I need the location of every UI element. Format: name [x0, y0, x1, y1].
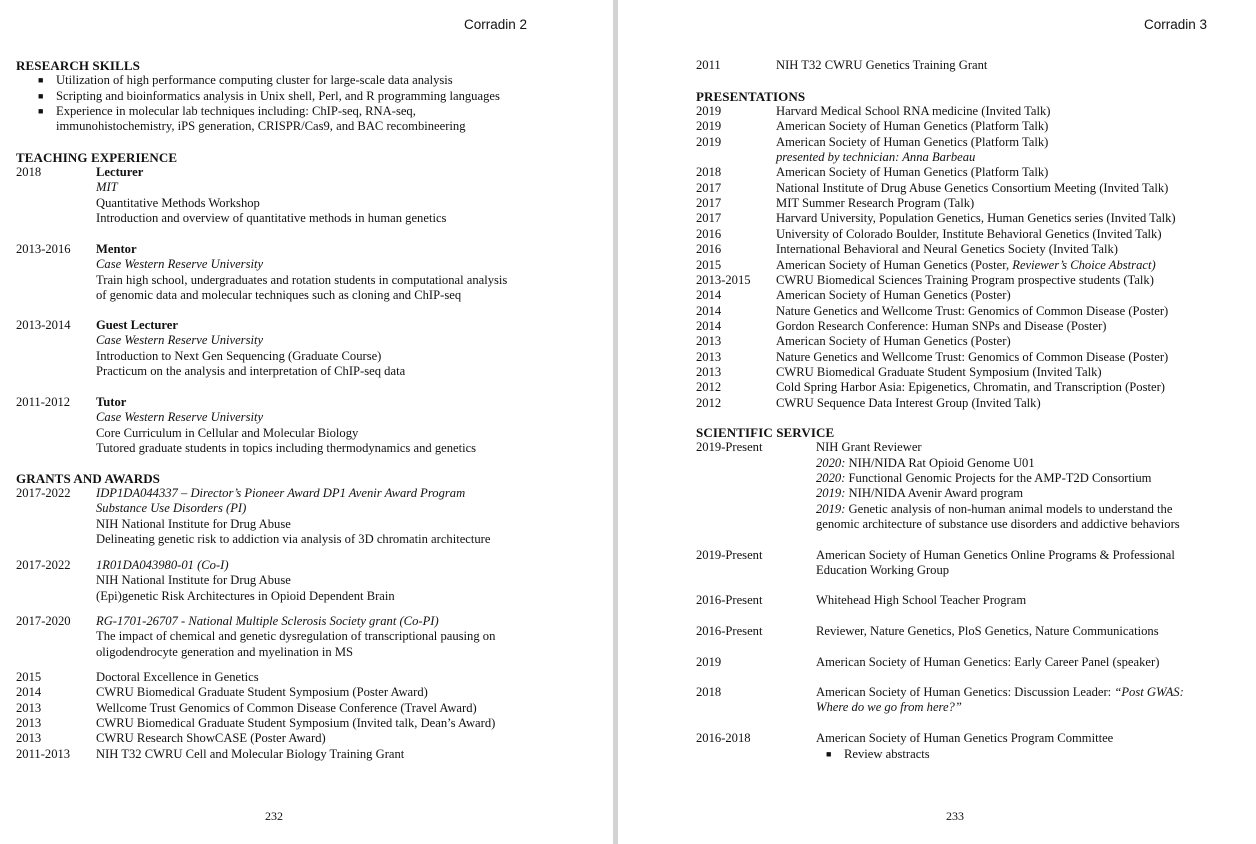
page-number-right: 233 — [946, 809, 964, 823]
entry-title: Lecturer — [96, 165, 144, 179]
presentation-title: Nature Genetics and Wellcome Trust: Genomics of Common Disease (Poster) — [776, 303, 1169, 318]
skill-item: ■ Scripting and bioinformatics analysis in Unix shell, Perl, and R programming languages — [38, 89, 500, 103]
entry-place: Case Western Reserve University — [96, 333, 264, 348]
entry-year: 2013-2016 — [16, 242, 71, 256]
presentation-title: Nature Genetics and Wellcome Trust: Genomics of Common Disease (Poster) — [776, 349, 1169, 364]
presentation-year: 2013 — [696, 349, 722, 364]
entry-line: Practicum on the analysis and interpretation of ChIP-seq data — [96, 363, 406, 378]
presentation-year: 2014 — [696, 288, 722, 303]
presentation-title: Harvard Medical School RNA medicine (Invited Talk) — [776, 104, 1051, 118]
presentation-year: 2019 — [696, 119, 722, 134]
entry-year: 2013-2014 — [16, 318, 71, 332]
entry-title: NIH Grant Reviewer — [816, 440, 922, 454]
presentation-title: American Society of Human Genetics (Poster) — [776, 288, 1011, 303]
presentation-year: 2017 — [696, 180, 722, 195]
presentation-title: National Institute of Drug Abuse Genetics Consortium Meeting (Invited Talk) — [776, 180, 1169, 195]
presentation-title: American Society of Human Genetics (Platform Talk) — [776, 119, 1049, 134]
presentation-year: 2019 — [696, 104, 722, 118]
entry-line: NIH National Institute for Drug Abuse — [96, 516, 291, 531]
presentation-year: 2014 — [696, 303, 722, 318]
entry-line: Quantitative Methods Workshop — [96, 195, 260, 210]
service-heading: SCIENTIFIC SERVICE — [696, 425, 835, 440]
presentation-year: 2012 — [696, 395, 722, 410]
presentation-title: MIT Summer Research Program (Talk) — [776, 196, 975, 211]
entry-line: Introduction to Next Gen Sequencing (Graduate Course) — [96, 348, 382, 363]
entry-year: 2011-2012 — [16, 395, 71, 409]
presentation-year: 2013 — [696, 334, 722, 349]
entry-title: Mentor — [96, 242, 137, 256]
presentation-title: presented by technician: Anna Barbeau — [776, 150, 976, 165]
bullet-icon: ■ — [38, 75, 44, 85]
entry-title: Tutor — [96, 395, 127, 409]
entry-year: 2017-2022 — [16, 558, 71, 572]
entry-year: 2018 — [16, 165, 42, 179]
presentation-title: University of Colorado Boulder, Institute Behavioral Genetics (Invited Talk) — [776, 226, 1162, 241]
entry-place: Case Western Reserve University — [96, 257, 264, 272]
entry-line: of genomic data and molecular techniques such as cloning and ChIP-seq — [96, 287, 462, 302]
presentation-year: 2012 — [696, 380, 722, 395]
entry-place: MIT — [96, 180, 118, 195]
presentation-year: 2017 — [696, 196, 722, 211]
left-page: Corradin 2 RESEARCH SKILLS ■ Utilization of high performance computing cluster for large-scale data analysis ■ Scripting and bioinformatics analysis in Unix shell, Perl, and R programming languages ■ Experience in molecular lab techniques including: ChIP-seq, RNA-seq, immunohistochemistry, iPS generation, CRISPR/Cas9, and BAC recombineering TEACHING EXPERIENCE 2018 Lecturer MIT Quantitative Methods Workshop Introduction and overview of quantitative methods in human genetics 2013-2016 Mentor Case Western Reserve University Train high school, undergraduates and rotation students in computational analysis of genomic data and molecular techniques such as cloning and ChIP-seq 2013-2014 Guest Lecturer Case Western Reserve University Introduction to Next Gen Sequencing (Graduate Course) Practicum on the analysis and interpretation of ChIP-seq data 2011-2012 Tutor Case Western Reserve University Core Curriculum in Cellular and Molecular Biology Tutored graduate students in topics including thermodynamics and genetics GRANTS AND AWARDS 2017-2022 IDP1DA044337 – Director’s Pioneer Award DP1 Avenir Award Program Substance Use Disorders (PI) NIH National Institute for Drug Abuse Delineating genetic risk to addiction via analysis of 3D chromatin architecture 2017-2022 1R01DA043980-01 (Co-I) NIH National Institute for Drug Abuse (Epi)genetic Risk Architectures in Opioid Dependent Brain 2017-2020 RG-1701-26707 - National Multiple Sclerosis Society grant (Co-PI) The impact of chemical and genetic dysregulation of transcriptional pausing on oligodendrocyte generation and myelination in MS 2015 Doctoral Excellence in Genetics 2014 CWRU Biomedical Graduate Student Symposium (Poster Award) 2013 Wellcome Trust Genomics of Common Disease Conference (Travel Award) 2013 CWRU Biomedical Graduate Student Symposium (Invited talk, Dean’s Award) 2013 CWRU Research ShowCASE (Poster Award) 2011-2013 NIH T32 CWRU Cell and Molecular Biology Training Grant 232 — [0, 0, 613, 844]
presentation-year: 2017 — [696, 211, 722, 226]
entry-line: Train high school, undergraduates and rotation students in computational analysis — [96, 272, 508, 287]
entry-line: Core Curriculum in Cellular and Molecular Biology — [96, 425, 359, 440]
grants-heading: GRANTS AND AWARDS — [16, 471, 161, 486]
reviewer-item: 2019: Genetic analysis of non-human animal models to understand the — [816, 502, 1173, 516]
entry-year: 2019-Present — [696, 440, 763, 454]
presentation-title: American Society of Human Genetics (Platform Talk) — [776, 165, 1049, 180]
skill-item: ■ Experience in molecular lab techniques including: ChIP-seq, RNA-seq, — [38, 104, 416, 118]
entry-place: Case Western Reserve University — [96, 410, 264, 425]
skill-item: ■ Utilization of high performance computing cluster for large-scale data analysis — [38, 73, 453, 87]
reviewer-item: 2019: NIH/NIDA Avenir Award program — [816, 486, 1024, 500]
presentation-title: American Society of Human Genetics (Poster) — [776, 334, 1011, 349]
grant-id: 1R01DA043980-01 (Co-I) — [96, 558, 229, 572]
presentation-year: 2016 — [696, 242, 722, 257]
presentation-title: CWRU Biomedical Graduate Student Symposium (Invited Talk) — [776, 364, 1102, 379]
page-header-right: Corradin 3 — [1144, 17, 1208, 32]
bullet-icon: ■ — [826, 749, 832, 759]
entry-line: Tutored graduate students in topics including thermodynamics and genetics — [96, 440, 477, 455]
entry-line: Delineating genetic risk to addiction via analysis of 3D chromatin architecture — [96, 531, 491, 546]
presentation-title: Cold Spring Harbor Asia: Epigenetics, Chromatin, and Transcription (Poster) — [776, 380, 1165, 395]
presentation-title: International Behavioral and Neural Genetics Society (Invited Talk) — [776, 242, 1118, 257]
presentation-title: American Society of Human Genetics (Poster, Reviewer’s Choice Abstract) — [776, 257, 1156, 272]
reviewer-item-continuation: genomic architecture of substance use disorders and addictive behaviors — [816, 517, 1180, 531]
page-header-left: Corradin 2 — [464, 17, 528, 32]
entry-line: The impact of chemical and genetic dysregulation of transcriptional pausing on — [96, 629, 496, 644]
research-skills-heading: RESEARCH SKILLS — [16, 58, 140, 73]
entry-year: 2017-2020 — [16, 614, 71, 628]
grant-id: IDP1DA044337 – Director’s Pioneer Award DP1 Avenir Award Program — [96, 486, 466, 500]
presentation-year: 2015 — [696, 257, 722, 272]
teaching-heading: TEACHING EXPERIENCE — [16, 150, 178, 165]
grant-id: RG-1701-26707 - National Multiple Sclerosis Society grant (Co-PI) — [96, 614, 439, 628]
reviewer-item: 2020: NIH/NIDA Rat Opioid Genome U01 — [816, 456, 1035, 470]
presentation-title: CWRU Biomedical Sciences Training Program prospective students (Talk) — [776, 272, 1154, 287]
entry-line: Introduction and overview of quantitative methods in human genetics — [96, 210, 447, 225]
entry-line: NIH National Institute for Drug Abuse — [96, 573, 291, 588]
grant-id: Substance Use Disorders (PI) — [96, 501, 247, 516]
service-bullet: ■ Review abstracts — [826, 747, 930, 761]
presentation-year: 2013-2015 — [696, 272, 751, 287]
right-page: Corradin 3 2011 NIH T32 CWRU Genetics Training Grant PRESENTATIONS 2019 Harvard Medical School RNA medicine (Invited Talk) 2019 American Society of Human Genetics (Platform Talk) 2019 American Society of Human Genetics (Platform Talk) presented by technician: Anna Barbeau 2018 American Society of Human Genetics (Platform Talk) 2017 National Institute of Drug Abuse Genetics Consortium Meeting (Invited Talk) 2017 MIT Summer Research Program (Talk) 2017 Harvard University, Population Genetics, Human Genetics series (Invited Talk) 2016 University of Colorado Boulder, Institute Behavioral Genetics (Invited Talk) 2016 International Behavioral and Neural Genetics Society (Invited Talk) 2015 American Society of Human Genetics (Poster, Reviewer’s Choice Abstract) 2013-2015 CWRU Biomedical Sciences Training Program prospective students (Talk) 2014 American Society of Human Genetics (Poster) 2014 Nature Genetics and Wellcome Trust: Genomics of Common Disease (Poster) 2014 Gordon Research Conference: Human SNPs and Disease (Poster) 2013 American Society of Human Genetics (Poster) 2013 Nature Genetics and Wellcome Trust: Genomics of Common Disease (Poster) 2013 CWRU Biomedical Graduate Student Symposium (Invited Talk) 2012 Cold Spring Harbor Asia: Epigenetics, Chromatin, and Transcription (Poster) 2012 CWRU Sequence Data Interest Group (Invited Talk) SCIENTIFIC SERVICE 2019-Present NIH Grant Reviewer 2020: NIH/NIDA Rat Opioid Genome U01 2020: Functional Genomic Projects for the AMP-T2D Consortium 2019: NIH/NIDA Avenir Award program 2019: Genetic analysis of non-human animal models to understand the genomic architecture of substance use disorders and addictive behaviors 2019-Present American Society of Human Genetics Online Programs & Professional Education Working Group 2016-Present Whitehead High School Teacher Program 2016-Present Reviewer, Nature Genetics, PloS Genetics, Nature Communications 2019 American Society of Human Genetics: Early Career Panel (speaker) 2018 American Society of Human Genetics: Discussion Leader: “Post GWAS: Where do we go from here?” 2016-2018 American Society of Human Genetics Program Committee ■ Review abstracts 233 — [618, 0, 1256, 844]
skill-item-continuation: immunohistochemistry, iPS generation, CRISPR/Cas9, and BAC recombineering — [56, 119, 466, 133]
page-number-left: 232 — [265, 809, 283, 823]
presentation-year: 2019 — [696, 134, 722, 149]
bullet-icon: ■ — [38, 91, 44, 101]
presentation-year: 2014 — [696, 318, 722, 333]
entry-line: (Epi)genetic Risk Architectures in Opioid Dependent Brain — [96, 588, 395, 603]
presentation-year: 2018 — [696, 165, 722, 180]
presentation-title: Gordon Research Conference: Human SNPs and Disease (Poster) — [776, 318, 1107, 333]
presentation-title: Harvard University, Population Genetics, Human Genetics series (Invited Talk) — [776, 211, 1176, 226]
presentation-year: 2016 — [696, 226, 722, 241]
entry-line: oligodendrocyte generation and myelination in MS — [96, 644, 354, 659]
entry-title: Guest Lecturer — [96, 318, 178, 332]
presentation-year: 2013 — [696, 364, 722, 379]
presentation-title: American Society of Human Genetics (Platform Talk) — [776, 134, 1049, 149]
presentations-heading: PRESENTATIONS — [696, 89, 806, 104]
bullet-icon: ■ — [38, 106, 44, 116]
entry-year: 2017-2022 — [16, 486, 71, 500]
reviewer-item: 2020: Functional Genomic Projects for the AMP-T2D Consortium — [816, 471, 1152, 485]
presentation-title: CWRU Sequence Data Interest Group (Invited Talk) — [776, 395, 1041, 410]
